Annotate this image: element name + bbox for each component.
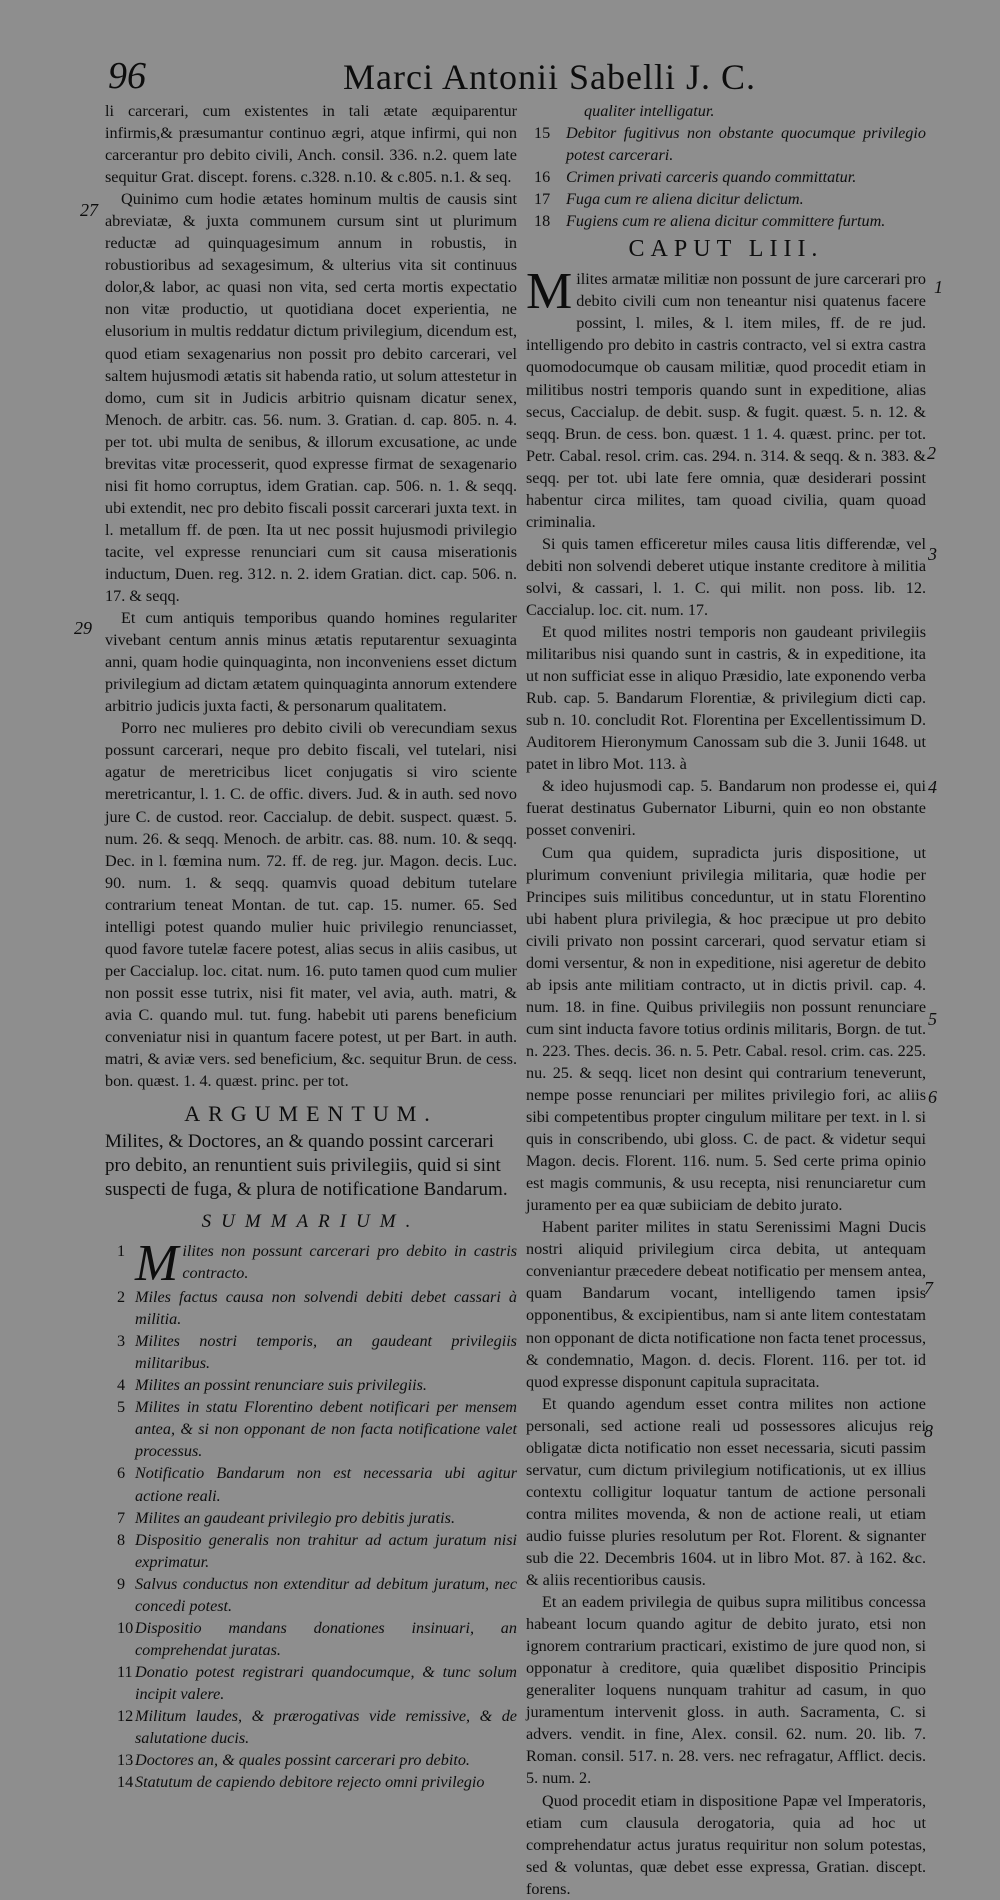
paragraph: Et cum antiquis temporibus quando homines regulariter vivebant centum annis minus ætatis reputarentur sexuaginta anni, quam hodie quinquaginta, non inconveniens esset dictum privilegium ad dictam ætatem quinquaginta annorum extendere arbitrio judicis juxta facti, & personarum qualitatem. <box>105 609 517 716</box>
summary-item: 6 Notificatio Bandarum non est necessaria ubi agitur actione reali. <box>117 1464 517 1505</box>
summary-item: 2 Miles factus causa non solvendi debiti debet cassari à militia. <box>117 1288 517 1329</box>
margin-note: 29 <box>74 618 92 638</box>
summarium-list-continued <box>526 122 926 232</box>
paragraph: Cum qua quidem, supradicta juris dispositione, ut plurimum conveniunt privilegia militaria, quæ hodie per Principes suis militibus conceduntur, ut in statu Florentino ubi habent plura privilegia, & hoc præcipue ut pro debito civili privato non possint carcerari, quod servatur etiam si domi versentur, & non in expeditione, nisi ageretur de debito ab ipsis ante militiam contracto, ut in dictis privil. cap. 4. num. 18. in fine. Quibus privilegiis non possunt renunciare cum sint inducta favore totius ordinis militaris, Borgn. de tut. n. 223. Thes. decis. 36. n. 5. Petr. Cabal. resol. crim. cas. 225. nu. 25. & seqq. licet non desint qui contrarium teneverunt, nempe posse renunciari per milites privilegio fori, ac aliis sibi competentibus propter cingulum militare per text. in l. si quis in conscribendo, ubi gloss. C. de pact. & videtur sequi Magon. decis. Florent. 116. num. 5. Sed certe prima opinio est magis communis, & usu recepta, nisi renunciaretur cum juramento per ea quæ subiiciam de debito jurato. <box>526 843 926 1215</box>
summary-item: 14 Statutum de capiendo debitore rejecto omni privilegio <box>117 1773 485 1792</box>
summary-item: 3 Milites nostri temporis, an gaudeant privilegiis militaribus. <box>117 1332 517 1373</box>
margin-note: 1 <box>934 277 943 297</box>
paragraph: Si quis tamen efficeretur miles causa litis differendæ, vel debiti non solvendi deberet utique instante creditore à militia solvi, & cassari, l. 1. C. qui milit. non poss. lib. 12. Caccialup. loc. cit. num. 17. <box>526 534 926 619</box>
running-title: Marci Antonii Sabelli J. C. <box>343 57 756 97</box>
summary-item: 5 Milites in statu Florentino debent notificari per mensem antea, & si non opponant de non facta notificatione valet processus. <box>117 1398 517 1461</box>
margin-note: 6 <box>928 1087 937 1107</box>
margin-note: 8 <box>924 1421 933 1441</box>
margin-note: 27 <box>80 200 98 220</box>
summary-item: 7 Milites an gaudeant privilegio pro debitis juratis. <box>117 1508 455 1527</box>
paragraph: Habent pariter milites in statu Serenissimi Magni Ducis nostri aliquid privilegium circa debita, ut antequam conveniantur præcedere debeat notificatio per mensem antea, quam Bandarum vocant, intelligendo tamen ipsis opponentibus, & excipientibus, nam si ante litem contestatam non opponant de dicta notificatione non facta tenet processus, & condemnatio, Magon. d. decis. Florent. 116. per tot. id quod expresse disponunt capitula supracitata. <box>526 1218 926 1391</box>
margin-note: 4 <box>928 777 937 797</box>
summarium-list <box>105 1235 517 1793</box>
summary-item: 17 Fuga cum re aliena dicitur delictum. <box>534 190 804 209</box>
paragraph: Quod procedit etiam in dispositione Papæ vel Imperatoris, etiam cum clausula derogatoria, quia ad hoc ut comprehendatur actus juratus requiritur non solum potestas, sed & voluntas, quæ debet esse expressa, Gratian. discept. forens. <box>526 1791 926 1898</box>
argumentum-heading: ARGUMENTUM. <box>184 1101 438 1127</box>
margin-note: 5 <box>928 1009 937 1029</box>
summarium-heading: SUMMARIUM. <box>201 1211 421 1233</box>
paragraph: Et quod milites nostri temporis non gaudeant privilegiis militaribus nisi quando sunt in castris, & in expeditione, ita ut non sufficiat esse in aliquo Præsidio, late exponendo verba Rub. cap. 5. Bandarum Florentiæ, & privilegium dicti cap. sub n. 10. concludit Rot. Florentina per Excellentissimum D. Auditorem Hieronymum Canossam sub die 3. Junii 1648. ut patet in libro Mot. 113. à <box>526 623 926 774</box>
argumentum-text: Milites, & Doctores, an & quando possint carcerari pro debito, an renuntient suis privilegiis, quid si sint suspecti de fuga, & plura de notificatione Bandarum. <box>105 1131 508 1201</box>
summary-item: 10 Dispositio mandans donationes insinuari, an comprehendat juratas. <box>117 1618 517 1659</box>
summary-item: 8 Dispositio generalis non trahitur ad actum juratum nisi exprimatur. <box>117 1530 517 1571</box>
paragraph: Et an eadem privilegia de quibus supra militibus concessa habeant locum quando agitur de debito jurato, etsi non ignorem contrarium practicari, existimo de jure quod non, si opponatur à creditore, quia quælibet dispositio Principis generaliter loquens nunquam trahitur ad casum, in quo juramentum intervenit gloss. in auth. Sacramenta, C. si advers. vendit. in fine, Alex. consil. 62. num. 20. lib. 7. Roman. consil. 517. n. 28. vers. nec refragatur, Afflict. decis. 5. num. 2. <box>526 1593 926 1788</box>
chapter-heading: CAPUT LIII. <box>628 236 824 263</box>
summary-item: 4 Milites an possint renunciare suis privilegiis. <box>117 1376 427 1395</box>
summary-item: 9 Salvus conductus non extenditur ad debitum juratum, nec concedi potest. <box>117 1574 517 1615</box>
page-number: 96 <box>108 55 146 97</box>
summary-item: 11 Donatio potest registrari quandocumque, & tunc solum incipit valere. <box>117 1662 517 1703</box>
drop-cap: M <box>526 263 573 321</box>
toc-continuation: qualiter intelligatur. <box>584 102 715 120</box>
summary-item: 18 Fugiens cum re aliena dicitur committere furtum. <box>534 212 886 231</box>
paragraph: Porro nec mulieres pro debito civili ob verecundiam sexus possunt carcerari, neque pro debito fiscali, vel tutelari, nisi agatur de meretricibus licet conjugatis si viro sciente meretricantur, l. 1. C. de offic. divers. Jud. & in auth. sed novo jure C. de custod. reor. Caccialup. de debit. suspect. quæst. 5. num. 26. & seqq. Menoch. de arbitr. cas. 88. num. 10. & seqq. Dec. in l. fœmina num. 72. ff. de reg. jur. Magon. decis. Luc. 90. num. 1. & seqq. quamvis quoad debitum tutelare contrarium teneat Montan. de tut. cap. 15. numer. 65. Sed intelligi potest quando mulier huic privilegio renunciasset, quod favore tutelæ facere potest, alias secus in aliis casibus, ut per Caccialup. loc. citat. num. 16. puto tamen quod cum mulier non possit esse tutrix, nisi fit mater, vel avia, auth. matri, & avia C. quando mul. tut. fung. habebit uti parens beneficium conveniatur nisi in quantum facere potest, ut per Bart. in auth. matri, & aviæ vers. sed beneficium, &c. sequitur Brun. de cess. bon. quæst. 1. 4. quæst. princ. per tot. <box>105 719 517 1091</box>
paragraph: li carcerari, cum existentes in tali ætate æquiparentur infirmis,& præsumantur continuo ægri, atque infirmi, qui non carcerantur pro debito civili, Anch. consil. 336. n.2. quem late sequitur Grat. discept. forens. c.328. n.10. & c.805. n.1. & seq. <box>105 102 517 187</box>
paragraph: Quinimo cum hodie ætates hominum multis de causis sint abreviatæ, & juxta communem cursum sint ut plurimum reductæ ad quinquagesimum annum in robustis, in robustioribus ad sexagesimum, & ulterius vita sit continuus dolor,& labor, ac quasi non vita, sed certa mortis expectatio non vitæ productio, ut quotidiana docet experientia, ne elusorium in multis reddatur dictum privilegium, dicendum est, quod etiam sexagenarius non possit pro debito carcerari, vel saltem hujusmodi ætatis sit habenda ratio, ut solum attestetur in domo, cum sit in Judicis arbitrio quisnam dicatur senex, Menoch. de arbitr. cas. 56. num. 3. Gratian. d. cap. 805. n. 4. per tot. ubi multa de senibus, & illorum excusatione, ac unde brevitas vitæ processerit, quod expresse firmat de sexagenario nisi fit homo corruptus, idem Gratian. cap. 506. n. 1. & seqq. ubi extendit, nec pro debito fiscali possit carcerari juxta text. in l. metallum ff. de pœn. Ita ut nec possit hujusmodi privilegio tacite, vel expresse renunciari cum sit causa miserationis inductum, Duen. reg. 312. n. 2. idem Gratian. dict. cap. 506. n. 17. & seqq. <box>105 190 517 606</box>
right-column <box>526 100 926 1900</box>
margin-note: 2 <box>927 443 936 463</box>
summary-item: 1 M ilites non possunt carcerari pro debito in castris contracto. <box>117 1235 517 1293</box>
paragraph: & ideo hujusmodi cap. 5. Bandarum non prodesse ei, qui fuerat destinatus Gubernator Liburni, quin eo non obstante posset conveniri. <box>526 777 926 840</box>
summary-item: 12 Militum laudes, & prærogativas vide remissive, & de salutatione ducis. <box>117 1707 517 1748</box>
summary-item: 16 Crimen privati carceris quando committatur. <box>534 168 857 187</box>
left-column <box>105 100 517 1793</box>
margin-note: 3 <box>928 544 937 564</box>
paragraph: Et quando agendum esset contra milites non actione personali, sed actione reali ud possessores alicujus rei obligatæ dicta notificatio non esset necessaria, sicuti passim servatur, cum dictum privilegium notificationis, ut ex illius contextu colligitur loquatur tantum de actione personali contra milites movenda, & non de actione reali, ut etiam audio fuisse pluries resolutum per Rot. Florent. & signanter sub die 22. Decembris 1604. ut in libro Mot. 87. à 162. &c. & aliis recentioribus causis. <box>526 1394 926 1590</box>
drop-cap: M <box>135 1235 179 1293</box>
summary-item: 15 Debitor fugitivus non obstante quocumque privilegio potest carcerari. <box>534 124 926 165</box>
paragraph: Milites armatæ militiæ non possunt de jure carcerari pro debito civili cum non teneantur nisi quatenus facere possint, l. miles, & l. item miles, ff. de re jud. intelligendo pro debito in castris contracto, vel si extra castra quomodocumque ob causam militiæ, quod procedit etiam in militibus nostri temporis quando sunt in expeditione, alias secus, Caccialup. de debit. susp. & fugit. quæst. 5. n. 12. & seqq. Brun. de cess. bon. quæst. 1 1. 4. quæst. princ. per tot. Petr. Cabal. resol. crim. cas. 294. n. 314. & seqq. & n. 383. & seqq. per tot. ubi late fere omnia, quæ desiderari possint habentur circa milites, tam quoad civilia, quam quoad criminalia. <box>526 263 926 531</box>
summary-item: 13 Doctores an, & quales possint carcerari pro debito. <box>117 1751 470 1770</box>
margin-note: 7 <box>924 1278 933 1298</box>
